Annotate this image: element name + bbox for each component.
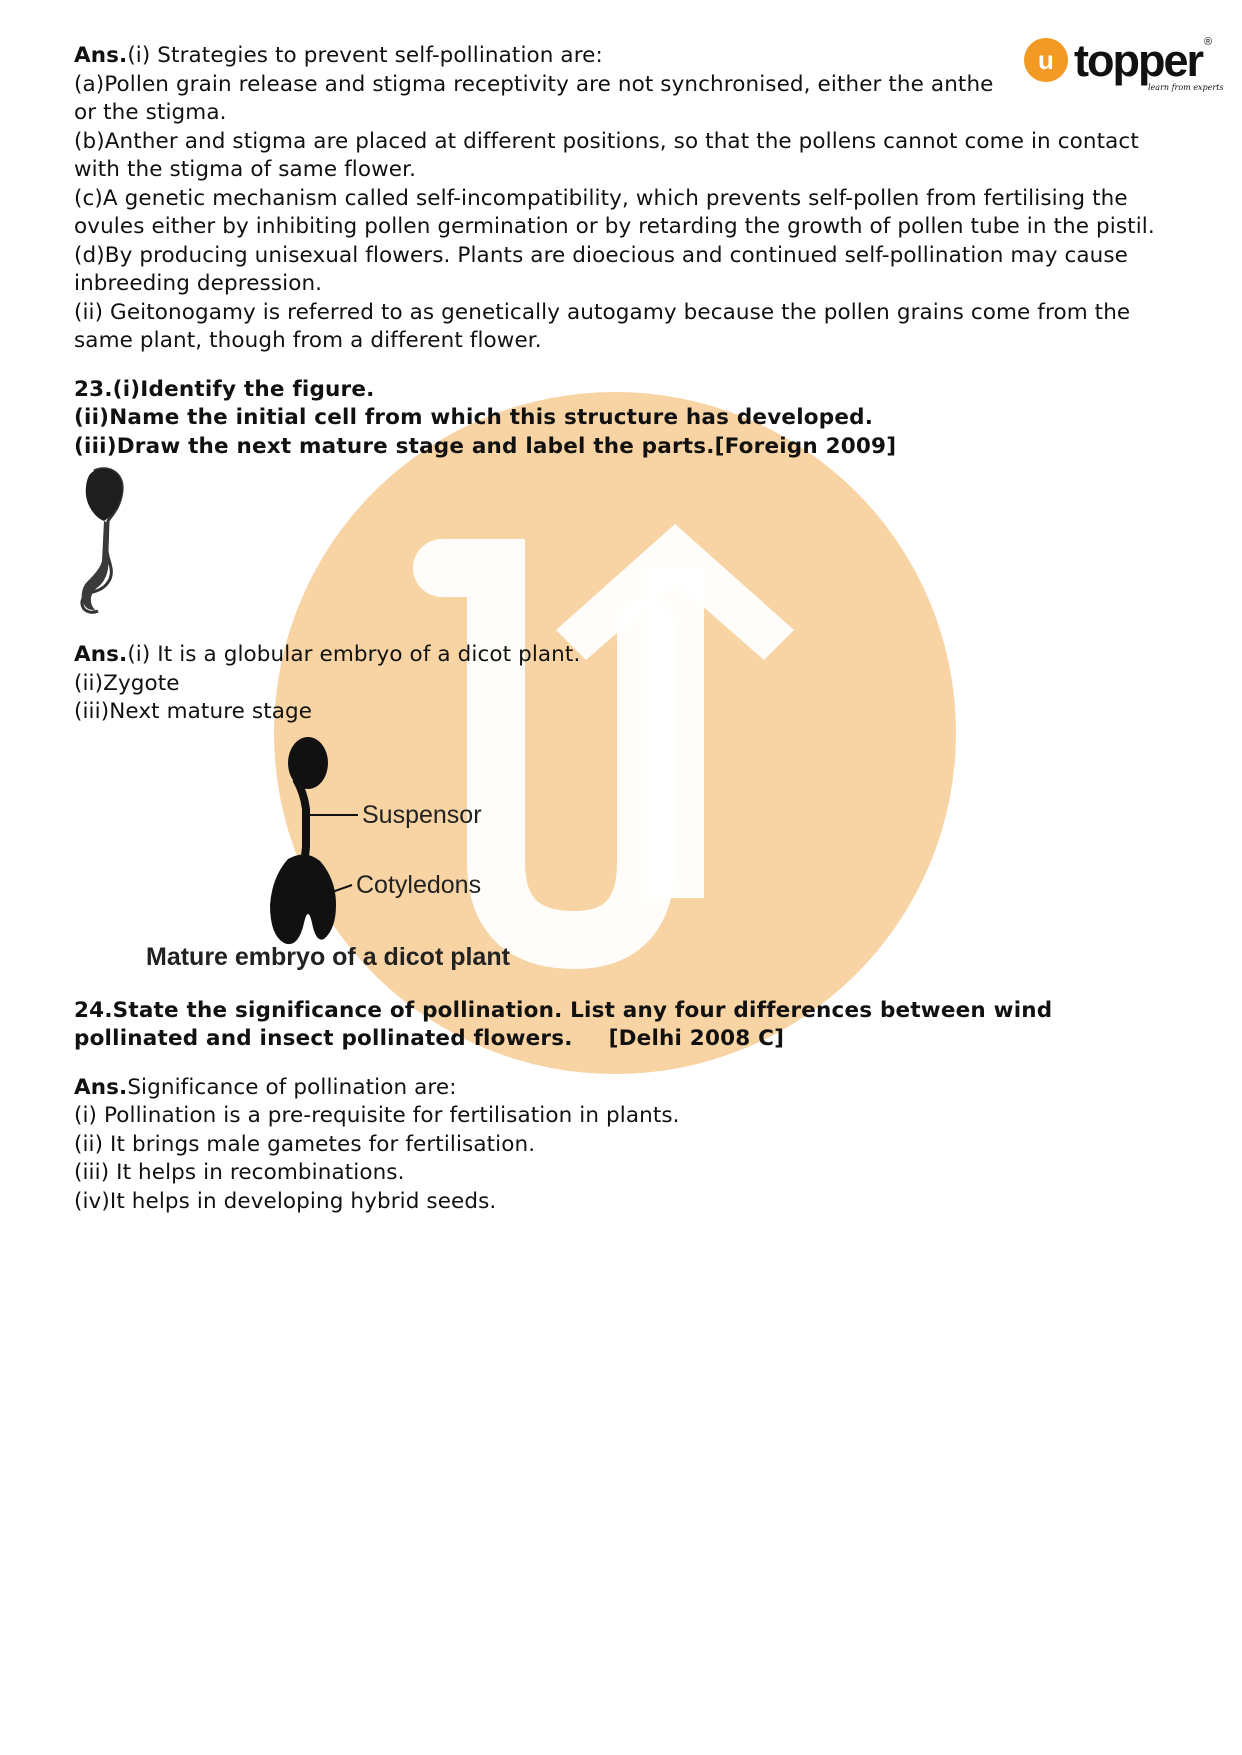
mature-embryo-figure [74, 729, 594, 997]
answer-label: Ans. [74, 1074, 128, 1100]
answer-line: (b)Anther and stigma are placed at different positions, so that the pollens cannot come in contact [74, 128, 1139, 154]
answer-line: (ii) It brings male gametes for fertilisation. [74, 1131, 536, 1157]
answer-24 [74, 1074, 1184, 1217]
answer-line: or the stigma. [74, 100, 227, 125]
globular-embryo-figure [74, 465, 154, 615]
answer-line: with the stigma of same flower. [74, 157, 417, 182]
answer-line: (a)Pollen grain release and stigma receptivity are not synchronised, either the anthe [74, 71, 994, 97]
answer-label: Ans. [74, 43, 128, 68]
question-line: 24.State the significance of pollination. List any four differences between wind [74, 997, 1053, 1023]
answer-line: same plant, though from a different flower. [74, 328, 542, 353]
svg-text:topper: topper [1074, 35, 1202, 86]
answer-line: ovules either by inhibiting pollen germination or by retarding the growth of pollen tube in the pistil. [74, 214, 1155, 239]
cotyledons-label: Cotyledons [356, 870, 482, 899]
answer-line: Ans.Significance of pollination are: [74, 1074, 457, 1100]
answer-line: (iii) It helps in recombinations. [74, 1160, 405, 1185]
question-line: 23.(i)Identify the figure. [74, 376, 375, 402]
answer-line: (c)A genetic mechanism called self-incompatibility, which prevents self-pollen from fertilising the [74, 185, 1128, 211]
answer-line: (d)By producing unisexual flowers. Plants are dioecious and continued self-pollination may cause [74, 242, 1128, 268]
svg-text:u: u [1038, 45, 1054, 75]
answer-22 [74, 42, 1184, 356]
utopper-logo [1024, 34, 1224, 96]
answer-line: (iii)Next mature stage [74, 699, 313, 724]
answer-line: (i) Pollination is a pre-requisite for fertilisation in plants. [74, 1103, 680, 1128]
suspensor-label: Suspensor [362, 800, 482, 829]
svg-text:learn from experts: learn from experts [1148, 83, 1224, 92]
question-line: (iii)Draw the next mature stage and label the parts.[Foreign 2009] [74, 433, 897, 459]
answer-line: (ii)Zygote [74, 670, 180, 696]
answer-label: Ans. [74, 642, 128, 667]
answer-line: (ii) Geitonogamy is referred to as genetically autogamy because the pollen grains come from the [74, 299, 1131, 325]
question-line: (ii)Name the initial cell from which this structure has developed. [74, 405, 874, 430]
figure-caption: Mature embryo of a dicot plant [146, 942, 510, 971]
answer-line: (iv)It helps in developing hybrid seeds. [74, 1188, 497, 1214]
answer-line: Ans.(i) It is a globular embryo of a dicot plant. [74, 642, 581, 667]
answer-line: Ans.(i) Strategies to prevent self-pollination are: [74, 43, 603, 68]
question-line: pollinated and insect pollinated flowers. [Delhi 2008 C] [74, 1026, 785, 1051]
mature-embryo-drawing [270, 737, 336, 944]
question-reference: [Delhi 2008 C] [608, 1026, 785, 1051]
svg-text:®: ® [1204, 36, 1213, 48]
question-24 [74, 997, 1184, 1054]
question-23 [74, 376, 1184, 462]
answer-line: inbreeding depression. [74, 271, 323, 296]
answer-23 [74, 641, 1184, 727]
